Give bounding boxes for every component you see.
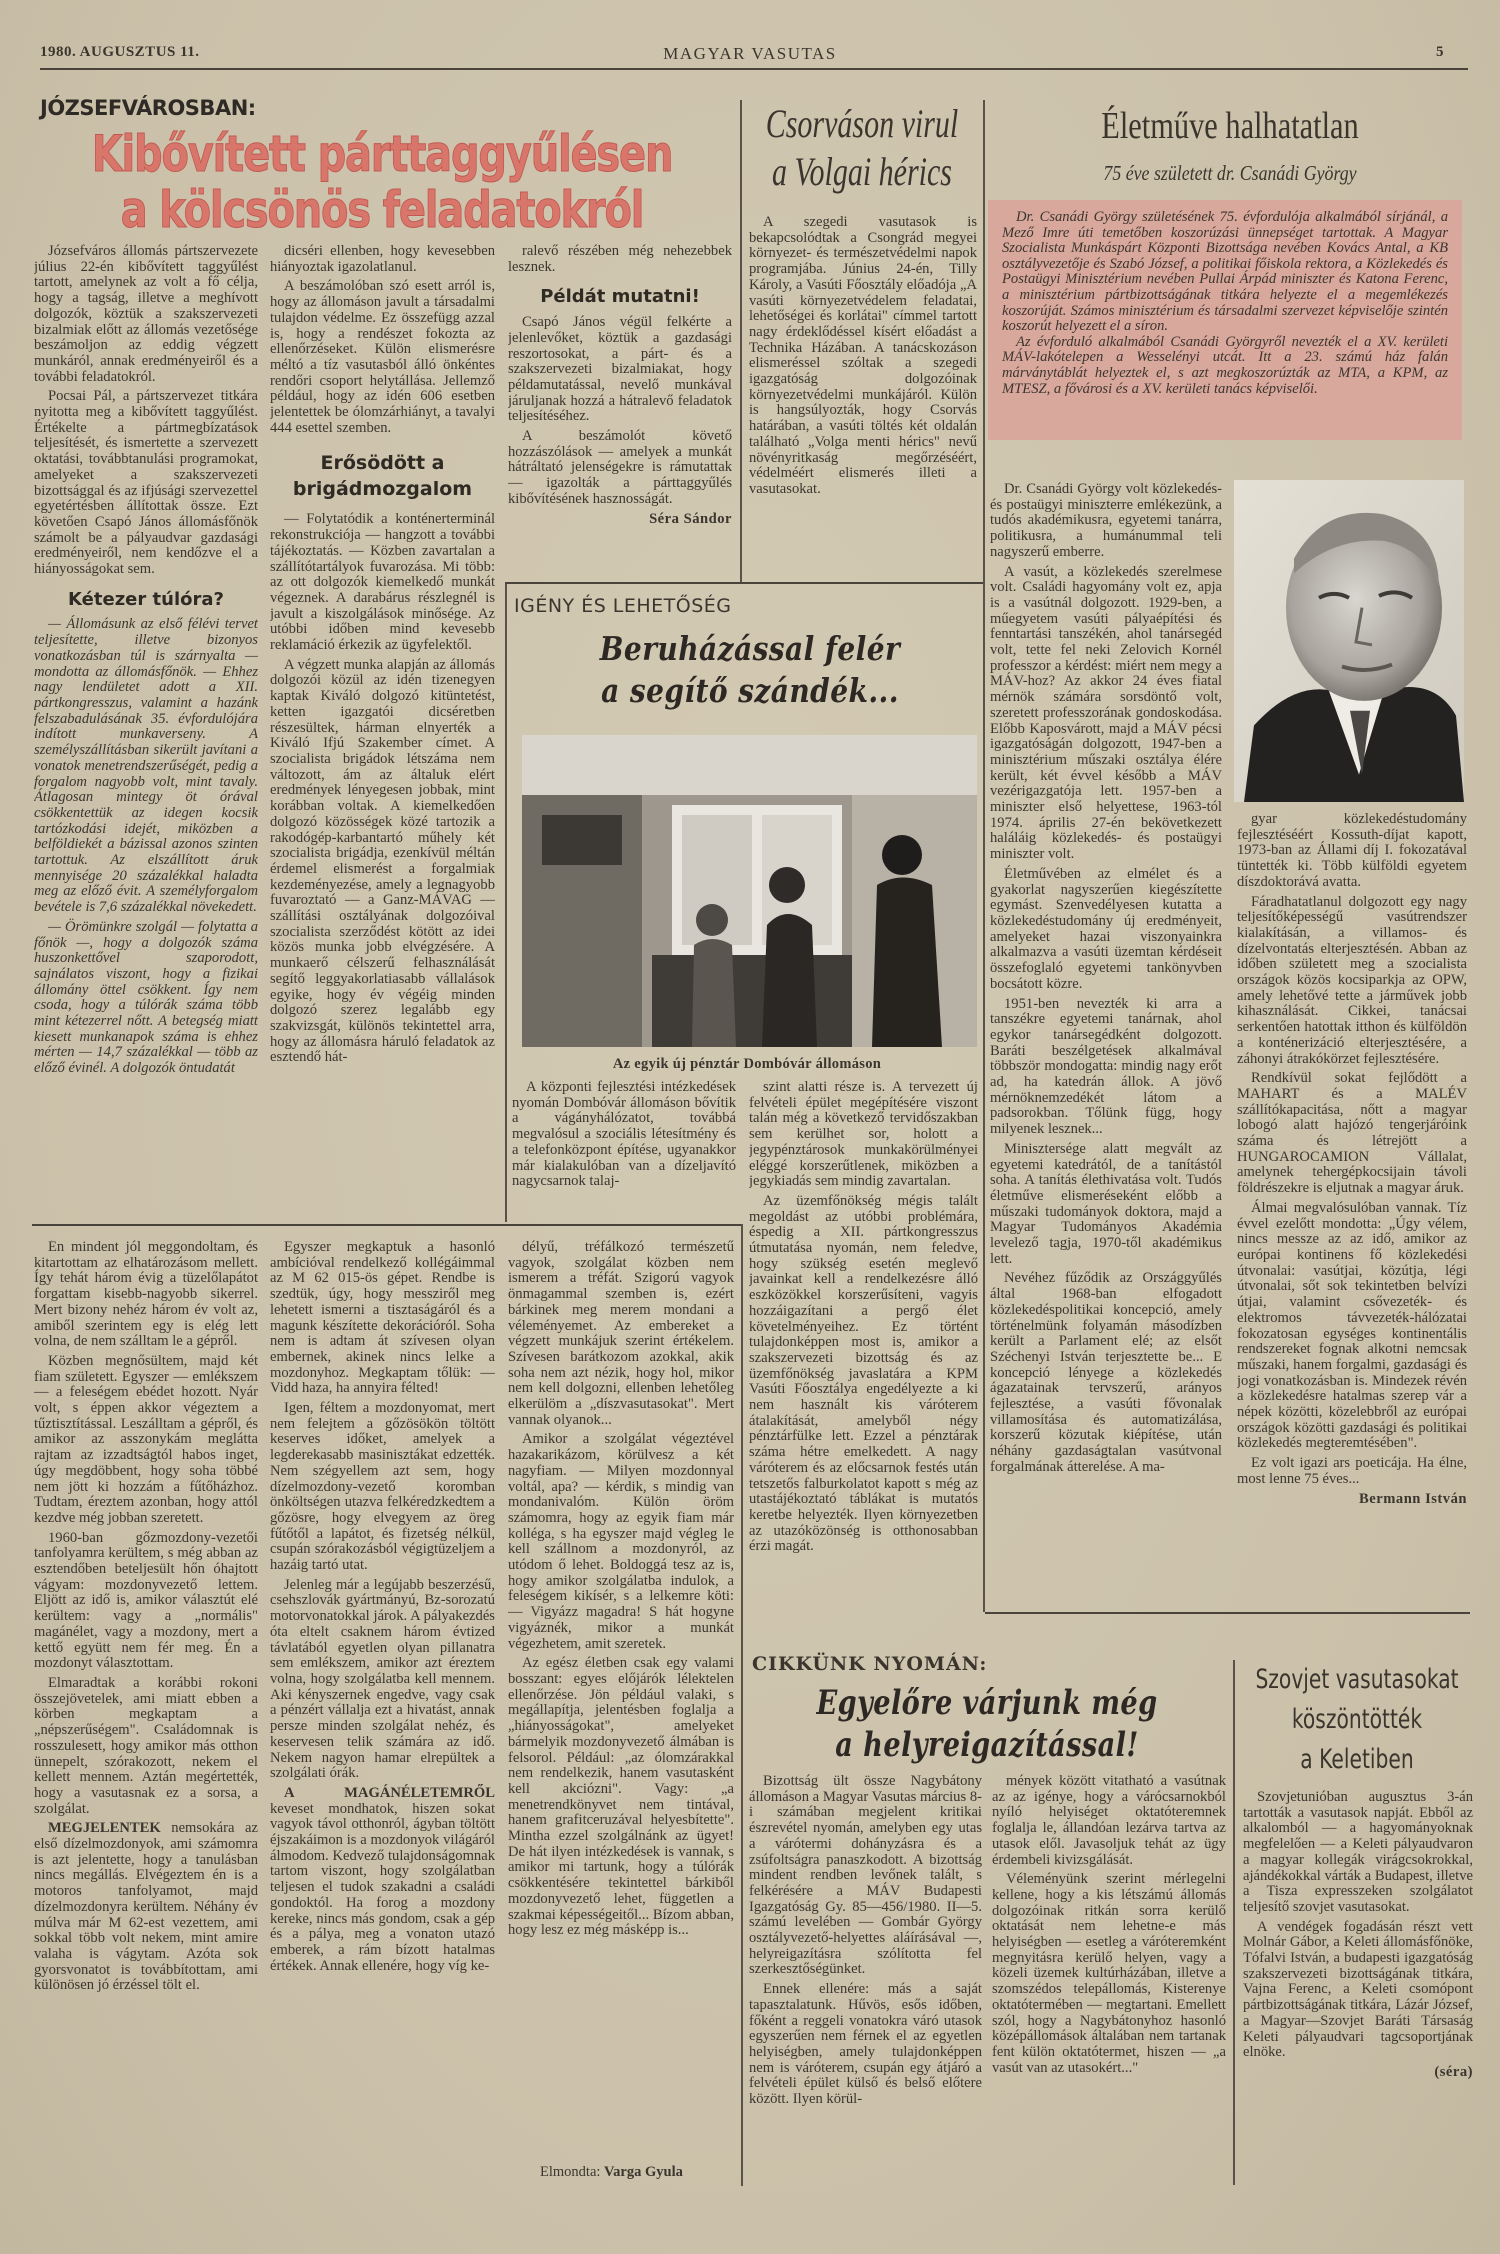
- paragraph: Józsefváros állomás pártszervezete július 22-én kibővített taggyűlést tartott, amelynek az volt a fő célja, hogy a tagság, illetve a meghívott dolgozók, köztük a szakszervezeti bizalmiak előtt az állomás vezetősége beszámoljon az eddig végzett munkáról, annak eredményeiről és a további feladatokról.: [34, 244, 258, 385]
- section-subhead: Erősödött a brigádmozgalom: [292, 452, 473, 501]
- paragraph: Nevéhez fűződik az Országgyűlés által 1968-ban elfogadott közlekedéspolitikai koncepció, amely történelmünk folyamán másodízben került a Parlament elé; az elsőt Széchenyi István terjesztette be... E koncepció lényege a közlekedés ágazatainak tervszerű, arányos fejlesztése, a vasúti fővonalak villamosítása és automatizálása, korszerű közutak kiépítése, után néhány gazdaságtalan vasútvonal forgalmának átterelése. A ma-: [990, 1270, 1222, 1475]
- paragraph: Véleményünk szerint mérlegelni kellene, hogy a kis létszámú állomás dolgozóinak ritkán sorra kerülő oktatását nem lehetne-e más helyiségben — esetleg a váróteremként megnyitásra kerülő helyen, vagy a közeli üzemek kultúrházában, illetve a szomszédos telepállomás, Kisterenye oktatótermében — megtartani. Emellett szól, hogy a Nagybátonyhoz hasonló középállomások általában nem tartanak fent külön oktatótermet, hiszen — „a vasút van az utasokért...": [992, 1871, 1226, 2076]
- paragraph: Rendkívül sokat fejlődött a MAHART és a MALÉV szállítókapacitása, nőtt a magyar lobogó alatt hajózó tengerjáróink száma és létrejött a HUNGAROCAMION Vállalat, amelynek tehergépkocsijain távoli földrészekre is eljutnak a magyar áruk.: [1237, 1070, 1467, 1197]
- paragraph: — Folytatódik a konténerterminál rekonstrukciója — hangzott a további tájékoztatás. — Közben zavartalan a szállítótartályok fuvarozása. Mi több: az ott dolgozók kiemelkedő munkát végeznek. A darabárus részlegnél is javult a kiszolgálások minősége. Az utóbbi időben mind kevesebb reklamáció érkezik az ügyfelektől.: [270, 511, 495, 654]
- paragraph-group: [990, 482, 1222, 1476]
- article-headline: [747, 1682, 1227, 1766]
- article-headline: [22, 126, 742, 238]
- paragraph: Az üzemfőnökség mégis talált megoldást az utóbbi problémára, éspedig a XII. pártkongresszus útmutatása nyomán, nem feledve, hogy szükség esetén meglevő javainkat kell a rendelkezésre álló eszközökkel korszerűsíteni, vagyis hozzáigazítani a pergő élet követelményeihez. Ez történt tulajdonképpen most is, amikor a szakszervezeti bizottság és az üzemfőnökség javaslatára a KPM Vasúti Főosztálya engedélyezte a ki nem használt kis váróterem átalakítását, amelyből négy pénztárfülke lett. Ezzel a pénztárak száma hétre emelkedett. A nagy váróterem és az előcsarnok festés után tetszetős falburkolatot kapott s még az utastájékoztató táblákat is mutatós keretbe helyezték. Ilyen környezetben az utazóközönség is otthonosabban érzi magát.: [749, 1192, 978, 1555]
- article-subtitle: 75 éve született dr. Csanádi György: [1103, 161, 1357, 185]
- paragraph: A beszámolóban szó esett arról is, hogy az állomáson javult a társadalmi tulajdon védelme. Ez összefügg azzal is, hogy a rendészet fokozta az ellenőrzéseket. Külön elismerésre méltó a tíz vasutasból álló önkéntes rendőri csoport helytállása. Jellemző például, hogy az idén 606 esetben jelentettek be ólomzárhiányt, a tavalyi 444 esettel szemben.: [270, 278, 495, 436]
- paragraph: Fáradhatatlanul dolgozott egy nagy teljesítőképességű vasútrendszer kialakításán, a villamos- és dízelvontatás elterjesztésén. Abban az időben született meg a szocialista országok közös kocsiparkja az OPW, amely lehetővé tette a járművek jobb kihasználását. Cikkei, tanácsai serkentően hatottak itthon és külföldön a konténerizáció elterjesztésére, a záhonyi átrakókörzet fejlesztésére.: [1237, 893, 1467, 1067]
- paragraph: Közben megnősültem, majd két fiam született. Egyszer — emlékszem — a feleségem ebédet hozott. Nyár volt, s éppen akkor végeztem a tűztisztítással. Leszálltam a gépről, és amikor az asszonykám meglátta rajtam az izzadtságtól habos inget, úgy megdöbbent, hogy soha többé nem jött ki hozzám a fűtőházhoz. Tudtam, éreztem azonban, hogy attól kezdve még jobban szeretett.: [34, 1352, 258, 1526]
- paragraph: Szovjetunióban augusztus 3-án tartották a vasutasok napját. Ebből az alkalomból — a hagyományoknak megfelelően — a Keleti pályaudvaron a magyar kollegák virágcsokrokkal, ajándékokkal várták a Budapest, illetve a Tisza expresszeken szolgálatot teljesítő szovjet vasutasokat.: [1243, 1790, 1473, 1915]
- paragraph: A vasút, a közlekedés szerelmese volt. Családi hagyomány volt ez, apja is a vasútnál dolgozott. 1929-ben, a műegyetem vasúti pályaépítési és fenntartási tanszékén, ahol tanársegéd volt, tette fel neki Zelovich Kornél professzor a kérdést: miért nem megy a MÁV-hoz? Az akkor 24 éves fiatal mérnök számára sorsdöntő volt, szeretett professzorának gondoskodása. Előbb Kaposvárott, majd a MÁV pécsi igazgatóságán dolgozott, 1947-ben a minisztérium műszaki osztálya élére került, két évvel később a MÁV vezérigazgatója lett. 1957-ben a miniszter első helyettese, 1963-tól 1974. április 27-én bekövetkezett haláláig közlekedés- és postaügyi miniszter volt.: [990, 563, 1222, 863]
- paragraph-lead: A MAGÁNÉLETEMRŐL: [284, 1784, 495, 1801]
- article-column: [990, 482, 1222, 1602]
- headline-line: a segítő szándék...: [601, 671, 899, 710]
- paragraph-group: [1237, 812, 1467, 1488]
- headline-line: a kölcsönös feladatokról: [120, 181, 644, 239]
- memorial-notice-box: [988, 200, 1462, 440]
- column-divider: [983, 100, 985, 1612]
- article-column: [749, 215, 977, 575]
- paragraph-lead: MEGJELENTEK: [48, 1820, 161, 1837]
- headline-line: Szovjet vasutasokat: [1255, 1664, 1459, 1695]
- paragraph-text: keveset mondhatok, hiszen sokat vagyok távol otthonról, ágyban töltött éjszakáimon is a mozdonyok világáról álmodom. Kedvező tulajdonságomnak tartom viszont, hogy szolgálatban teljesen el tudok szakadni a családi gondoktól. Ha forog a mozdony kereke, nincs más gondom, csak a gép és a pálya, meg a vonaton utazó emberek, a rám bízott hatalmas értékek. Annak ellenére, hogy víg ke-: [270, 1800, 495, 1974]
- paragraph: Dr. Csanádi György volt közlekedés- és postaügyi miniszterre emlékezünk, a tudós akadémikusra, egyetemi tanárra, politikusra, a humánummal teli nagyszerű emberre.: [990, 482, 1222, 560]
- paragraph: délyű, tréfálkozó természetű vagyok, szolgálat közben nem ismerem a tréfát. Szigorú vagyok önmagammal szemben is, ezért bárkinek meg merem mondani a véleményemet. Az embereket a végzett munkájuk szerint értékelem. Szívesen barátkozom azokkal, akik soha nem azt nézik, hogy hol, mikor nem kell dolgozni, ellenben lehetőleg elkerülöm a „díszvasutasokat". Mert vannak olyanok...: [508, 1240, 734, 1428]
- ticket-office-photo: [522, 735, 977, 1047]
- paragraph: Pocsai Pál, a pártszervezet titkára nyitotta meg a kibővített taggyűlést. Értékelte a pártmegbízatások teljesítését, és ismertette a szervezett oktatási, továbbtanulási programokat, amelyeket a szakszervezeti bizottsággal és az ifjúsági szervezettel egyetértésben állítottak össze. Ezt követően Csapó János állomásfőnök számolt be a pályaudvar gazdasági eredményeiről, nem kendőzve el a hiányosságokat sem.: [34, 388, 258, 578]
- section-rule: [985, 1612, 1470, 1614]
- headline-line: Kibővített párttaggyűlésen: [91, 125, 673, 183]
- section-rule: [505, 582, 983, 584]
- headline-line: köszöntötték: [1291, 1704, 1423, 1735]
- paragraph: — Állomásunk az első félévi tervet teljesítette, illetve bizonyos vonatkozásban túl is szárnyalta — mondotta az állomásfőnök. — Ehhez nagy lendületet adott a XII. pártkongresszus, valamint a hazánk felszabadulásának 35. évfordulójára indított munkaverseny. A személyszállításban sikerült javítani a vonatok menetrendszerűségét, pedig a forgalom nagyobb volt, mint tavaly. Átlagosan mintegy öt órával csökkentettük az idegen kocsik tartózkodási idejét, miközben a belföldiekét a bázissal azonos szinten tartottuk. Az elszállított áruk mennyisége 20 százalékkal haladta meg az előző évit. A személyforgalom bevétele is 7,6 százalékkal növekedett.: [34, 616, 258, 916]
- article-column: [34, 1240, 258, 2188]
- paragraph: A beszámolót követő hozzászólások — amelyek a munkát hátráltató jelenségekre is rámutattak — igazolták a párttaggyűlés kibővítésének hasznosságát.: [508, 428, 732, 507]
- byline: Séra Sándor: [649, 510, 732, 527]
- paragraph: Igen, féltem a mozdonyomat, mert nem felejtem a gőzösökön töltött keserves időket, amelyek a legderekasabb masinisztákat edzették. Nem szégyellem azt sem, hogy dízelmozdony-vezető koromban önköltségen utazva felkéredzkedtem a gőzösre, hogy elvegyem az öreg fűtőtől a lapátot, és fizetség nélkül, csupán szórakozásból végigtüzeljem a hazáig tartó utat.: [270, 1400, 495, 1574]
- headline-line: a Keletiben: [1300, 1744, 1414, 1775]
- paragraph-group: [270, 1240, 495, 1782]
- article-column: [1243, 1790, 1473, 2190]
- paragraph-group: [34, 244, 258, 578]
- issue-date: 1980. AUGUSZTUS 11.: [40, 44, 200, 60]
- headline-line: a Volgai hérics: [772, 149, 952, 194]
- byline: (séra): [1434, 2063, 1473, 2080]
- paragraph: ralevő részében még nehezebbek lesznek.: [508, 244, 732, 275]
- paragraph: Jelenleg már a legújabb beszerzésű, csehszlovák gyártmányú, Bz-sorozatú motorvonatokkal járok. A pályakezdés óta eltelt csaknem három évtized távlatából egyetlen olyan pillanatra sem emlékszem, amikor azt éreztem volna, hogy szolgálatba kell mennem. Aki kényszernek engedve, vagy csak a pénzért vállalja ezt a hivatást, annak persze minden szolgálat nehéz, és keservesen telik számára az idő. Nekem nagyon hamar elrepültek a szolgálati órák.: [270, 1576, 495, 1782]
- paragraph: A vendégek fogadásán részt vett Molnár Gábor, a Keleti állomásfőnöke, Tófalvi István, a budapesti igazgatóság szakszervezeti bizottságának titkára, Vajna Ferenc, a Keleti csomópont pártbizottságának titkára, Lázár József, a Magyar—Szovjet Baráti Társaság Keleti pályaudvari tagcsoportjának elnöke.: [1243, 1918, 1473, 2061]
- headline-line: Csorváson virul: [765, 101, 959, 146]
- headline-line: Beruházással felér: [599, 629, 901, 668]
- headline-line: a helyreigazítással!: [835, 1725, 1139, 1765]
- article-headline: [512, 628, 988, 712]
- paragraph: 1951-ben nevezték ki arra a tanszékre egyetemi tanárnak, ahol egykor tanársegédként dolgozott. Baráti beszélgetések alkalmával többször mondogatta: mindig nagy erőt ad, ha katedrán állok. A jövő mérnöknemzedékét látom a padsorokban. Tőlünk függ, hogy milyenek lesznek...: [990, 995, 1222, 1138]
- paragraph: Amikor a szolgálat végeztével hazakarikázom, körülvesz a két nagyfiam. — Milyen mozdonnyal voltál, apa? — kérdik, s mindig van mondanivalóm. Külön öröm számomra, hogy az egyik fiam már kolléga, s ha egyszer majd végleg le kell szállnom a mozdonyról, az utódom ő lehet. Boldoggá tesz az is, hogy amikor szolgálatba indulok, a feleségem kikísér, s a lelkemre köti: — Vigyázz magadra! S hát hogyne vigyáznék, mikor a munkát végezhetem, amit szeretek.: [508, 1431, 734, 1652]
- paragraph-group: [508, 315, 732, 507]
- paragraph: Az évforduló alkalmából Csanádi Györgyről nevezték el a XV. kerületi MÁV-lakótelepen a Wesselényi utcát. Itt a 23. számú ház falán márványtáblát helyeztek el, s azt megkoszorúzták az MTA, a KPM, az MTESZ, a fővárosi és a XV. kerületi tanács képviselői.: [1002, 333, 1448, 397]
- paragraph: Egyszer megkaptuk a hasonló ambícióval rendelkező kollégáimmal az M 62 015-ös gépet. Rendbe is szedtük, úgy, hogy messziről meg lehetett ismerni a tisztaságáról és a magunk készítette dekorációról. Soha nem is adtam át szívesen olyan embernek, akinek nincs lelke a mozdonyhoz. Megkaptam tőlük: — Vidd haza, ha annyira félted!: [270, 1240, 495, 1397]
- paragraph-group: [270, 244, 495, 436]
- article-kicker: CIKKÜNK NYOMÁN:: [752, 1653, 988, 1675]
- paragraph: A központi fejlesztési intézkedések nyomán Dombóvár állomáson bővítik a vágányhálózatot, továbbá megvalósul a szociális létesítmény és a telefonközpont építése, ugyanakkor már kialakulóban van a dízeljavító nagycsarnok talaj-: [512, 1080, 736, 1190]
- page-number: 5: [1436, 44, 1444, 60]
- byline: Bermann István: [1359, 1490, 1467, 1507]
- paragraph-group: [270, 512, 495, 1066]
- article-column: [34, 244, 258, 1220]
- article-column: [508, 1240, 734, 2156]
- paragraph: Az egész életben csak egy valami bosszant: egyes előjárók lélektelen ellenőrzése. Jön például valaki, s megállapítja, jelentésben foglalja a „hiányosságokat", amelyeket bármelyik mozdonyvezető álmában is felsorol. Például: „az ólomzárakkal nem rendelkezik, hanem vasutasként kell akciózni". Vagy: „a menetrendkönyvet nem tintával, hanem grafitceruzával helyesbítette". Mintha ezzel szolgálnánk az ügyet! De hát ilyen intézkedések is vannak, s amikor mi tartunk, hogy a túlórák csökkentésére tekintettel bárkiből mozdonyvezető lehet, független a szakmai képességeitől... Bízom abban, hogy lesz ez még másképp is...: [508, 1655, 734, 1939]
- paragraph: Életművében az elmélet és a gyakorlat nagyszerűen kiegészítette egymást. Szenvedélyesen kutatta a közlekedéstudomány új eredményeit, amelyeket hazai viszonyainkra alkalmazva a vasúti üzemtan kérdéseit összefoglaló egyetemi tankönyvben bocsátott közre.: [990, 865, 1222, 992]
- section-subhead: Példát mutatni!: [540, 286, 700, 308]
- paragraph-group: [1002, 210, 1448, 397]
- article-column: [749, 1080, 978, 1636]
- article-column: [508, 244, 732, 578]
- article-column: [992, 1774, 1226, 2188]
- column-divider: [505, 582, 507, 1222]
- article-column: [512, 1080, 736, 1220]
- paragraph-group: [992, 1774, 1226, 2076]
- article-column: [270, 244, 495, 1220]
- paragraph: Ez volt igazi ars poeticája. Ha élne, most lenne 75 éves...: [1237, 1455, 1467, 1487]
- paragraph: A végzett munka alapján az állomás dolgozói közül az idén tizenegyen kaptak Kiváló dolgozó kitüntetést, ketten igazgatói dicséretben részesültek, hárman elnyerték a Kiváló Ifjú Szakember címet. A szocialista brigádok létszáma nem változott, ám az általuk elért eredmények lényegesen jobbak, mint korábban voltak. A kiemelkedően dolgozó közösségek közé tartozik a rakodógép-karbantartó műhely két szocialista brigádja, ezenkívül méltán érdemel elismerést a forgalmiak kezdeményezése, amely a legnagyobb fuvaroztató — a Ganz-MÁVAG — szállítási osztályának dolgozóival szocialista szerződést kötött az idei közös munka jobb elvégzésére. A munkaerő célszerű felhasználását segítő leggyakorlatiasabb vállalások egyike, hogy év végéig minden dolgozó szerez legalább egy szakvizsgát, különös tekintettel arra, hogy az állomásra háruló feladatok az esztendő hát-: [270, 656, 495, 1066]
- article-headline: [1241, 1660, 1474, 1780]
- portrait-photo: [1234, 480, 1464, 802]
- photo-caption: Az egyik új pénztár Dombóvár állomáson: [612, 1056, 882, 1072]
- section-rule: [32, 1224, 741, 1226]
- newspaper-title: MAGYAR VASUTAS: [663, 44, 837, 63]
- paragraph: Dr. Csanádi György születésének 75. évfordulója alkalmából sírjánál, a Mező Imre úti temetőben koszorúzási ünnepséget tartottak. A Magyar Szocialista Munkáspárt Központi Bizottsága nevében Kovács Antal, a KB osztályvezetője és Szabó József, a politikai főiskola rektora, a Közlekedés és Postaügyi Minisztérium nevében Pullai Árpád miniszter és Katona Ferenc, a minisztérium pártbizottságának titkára helyezte el a megemlékezés koszorúját. Számos minisztérium és társadalmi szervezet képviselője szintén koszorút helyezett el a síron.: [1002, 209, 1448, 335]
- paragraph: mények között vitatható a vasútnak az az igénye, hogy a várócsarnokból nyíló helyiséget oktatóteremnek foglalja le, állandóan lezárva tartva az utasok elől. Javasoljuk tehát az ügy érdembeli kivizsgálását.: [992, 1774, 1226, 1868]
- article-column: [1237, 812, 1467, 1604]
- paragraph-group: [512, 1080, 736, 1190]
- paragraph-group: [749, 215, 977, 498]
- paragraph: gyar közlekedéstudomány fejlesztéséért Kossuth-díjat kapott, 1973-ban az Állami díj I. fokozatával tüntették ki. Több külföldi egyetem díszdoktorává avatta.: [1237, 812, 1467, 890]
- byline: [540, 2164, 683, 2181]
- paragraph: Elmaradtak a korábbi rokoni összejövetelek, ami miatt ebben a körben megkaptam a „népszerűségem". Családomnak is rosszulesett, hogy amikor más otthon ünnepelt, szórakozott, nekem el kellett mennem. Aztán megértették, hogy a vasutasnak ez a sorsa, a szolgálat.: [34, 1674, 258, 1817]
- article-column: [270, 1240, 495, 2188]
- paragraph-group: [34, 617, 258, 1076]
- paragraph: szint alatti része is. A tervezett új felvételi épület megépítésére viszont talán még a következő tervidőszakban sem kerülhet sor, holott a jegypénztárosok munkakörülményei eléggé korszerűtlenek, miközben a jegykiadás sem mindig zavartalan.: [749, 1080, 978, 1190]
- paragraph: 1960-ban gőzmozdony-vezetői tanfolyamra kerültem, s még abban az esztendőben beteljesült hőn óhajtott vágyam: mozdonyvezető lettem. Eljött az idő is, amikor választút elé kerültem: vagy a „normális" magánélet, vagy a mozdony, mert a kettő együtt nem fér meg. Én a mozdonyt választottam.: [34, 1529, 258, 1672]
- headline-line: Egyelőre várjunk még: [816, 1683, 1158, 1723]
- paragraph-group: [508, 1240, 734, 1939]
- article-headline: [742, 100, 982, 196]
- paragraph: Álmai megvalósulóban vannak. Tíz évvel ezelőtt mondotta: „Úgy vélem, nincs messze az az idő, amikor az európai kontinens fő közlekedési útvonalai: vasútjai, közútja, légi útvonalai, sőt sok tekintetben belvízi útjai, valamint csővezeték- és elektromos távvezeték-hálózatai fokozatosan egységes kontinentális rendszereket fognak alkotni nemcsak műszaki, hanem forgalmi, gazdasági és jogi vonatkozásban is. Mindezek révén a közlekedésre hatalmas szerep vár a népek közötti, közelebbről az európai országok közötti gazdasági és politikai közlekedés megteremtésében".: [1237, 1199, 1467, 1452]
- paragraph: Én mindent jól meggondoltam, és kitartottam az elhatározásom mellett. Így tehát három évig a tüzelőlapátot forgattam kisebb-nagyobb sikerrel. Mert bizony nehéz három év volt az, amiből szerintem egy is elég lett volna, de nem szálltam le a gépről.: [34, 1240, 258, 1350]
- article-headline: Életműve halhatatlan: [1101, 105, 1359, 147]
- paragraph: A szegedi vasutasok is bekapcsolódtak a Csongrád megyei környezet- és természetvédelmi napok programjába. Június 24-én, Tilly Károly, a Vasúti Főosztály előadója „A vasúti környezetvédelem feladatai, lehetőségei és korlátai" címmel tartott nagy érdeklődéssel kísért előadást a Technika Házában. A tanácskozáson elismeréssel szóltak a szegedi igazgatóság dolgozóinak környezetvédelmi munkájáról. Külön is hangsúlyozták, hogy Csorvás határában, a vasúti töltés két oldalán található „Volga menti hérics" nevű növényritkaság megőrzéséért, védelméért elismerés illeti a vasutasokat.: [749, 215, 977, 497]
- column-divider: [741, 1224, 743, 2186]
- paragraph: Minisztersége alatt megvált az egyetemi katedrától, de a tanítástól soha. A tanítás élethivatása volt. Tudós életműve elismeréseként előbb a műszaki tudományok doktora, majd a Magyar Tudományos Akadémia levelező tagja, 1970-től akadémikus lett.: [990, 1140, 1222, 1267]
- masthead-rule: [40, 68, 1468, 70]
- section-subhead: Kétezer túlóra?: [68, 588, 224, 610]
- article-column: [749, 1774, 982, 2188]
- paragraph-group: [1243, 1790, 1473, 2061]
- byline-name: Varga Gyula: [604, 2164, 683, 2180]
- article-kicker: JÓZSEFVÁROSBAN:: [40, 96, 256, 120]
- paragraph: Ennek ellenére: más a saját tapasztalatunk. Hűvös, esős időben, főként a reggeli vonatokra váró utasok egyszerűen nem férnek el az egyetlen helyiségben, amely tulajdonképpen nem is váróterem, csupán egy átjáró a felvételi épület külső és belső előtere között. Ilyen körül-: [749, 1981, 982, 2108]
- paragraph-group: [749, 1080, 978, 1555]
- paragraph-group: [749, 1774, 982, 2108]
- paragraph-group: [34, 1240, 258, 1817]
- paragraph: dicséri ellenben, hogy kevesebben hiányoztak igazolatlanul.: [270, 244, 495, 275]
- byline-label: Elmondta:: [540, 2164, 601, 2180]
- column-divider: [1233, 1660, 1235, 2185]
- paragraph: — Örömünkre szolgál — folytatta a főnök —, hogy a dolgozók száma huszonkettővel szaporodott, sajnálatos viszont, hogy a fizikai állomány öttel csökkent. Így nem csoda, hogy a túlórák száma több mint kétezerrel nőtt. A betegség miatt kiesett munkanapok száma is ehhez mérten — 14,7 százalékkal — több az előző évinél. A dolgozók öntudatát: [34, 918, 258, 1077]
- paragraph: Bizottság ült össze Nagybátony állomáson a Magyar Vasutas március 8-i számában megjelent kritikai észrevétel nyomán, amelyben egy utas a várótermi dohányzásra és a zsúfoltságra panaszkodott. A bizottság mindent rendben levőnek talált, s felkérésére a MÁV Budapesti Igazgatóság Gy. 85—456/1980. II—5. számú levelében — Gombár György osztályvezető-helyettes aláírásával —, helyreigazításra szólította fel szerkesztőségünket.: [749, 1774, 982, 1978]
- paragraph: Csapó János végül felkérte a jelenlevőket, köztük a gazdasági reszortosokat, a párt- és a szakszervezeti bizalmiakat, hogy példamutatással, nevelő munkával járuljanak hozzá a hátralevő feladatok teljesítéséhez.: [508, 314, 732, 425]
- paragraph-group: [508, 244, 732, 275]
- article-kicker: IGÉNY ÉS LEHETŐSÉG: [514, 595, 732, 617]
- paragraph-text: nemsokára az első dízelmozdonyok, ami számomra is azt jelentette, hogy a tanulásban nincs megállás. Elvégeztem én is a motoros tanfolyamot, majd dízelmozdonyra kerültem. Néhány év múlva már M 62-est vezettem, ami sokkal több volt nekem, mint amire valaha is vágytam. Azóta sok gyorsvonatot is továbbítottam, ami különösen jó érzéssel tölt el.: [34, 1820, 258, 1994]
